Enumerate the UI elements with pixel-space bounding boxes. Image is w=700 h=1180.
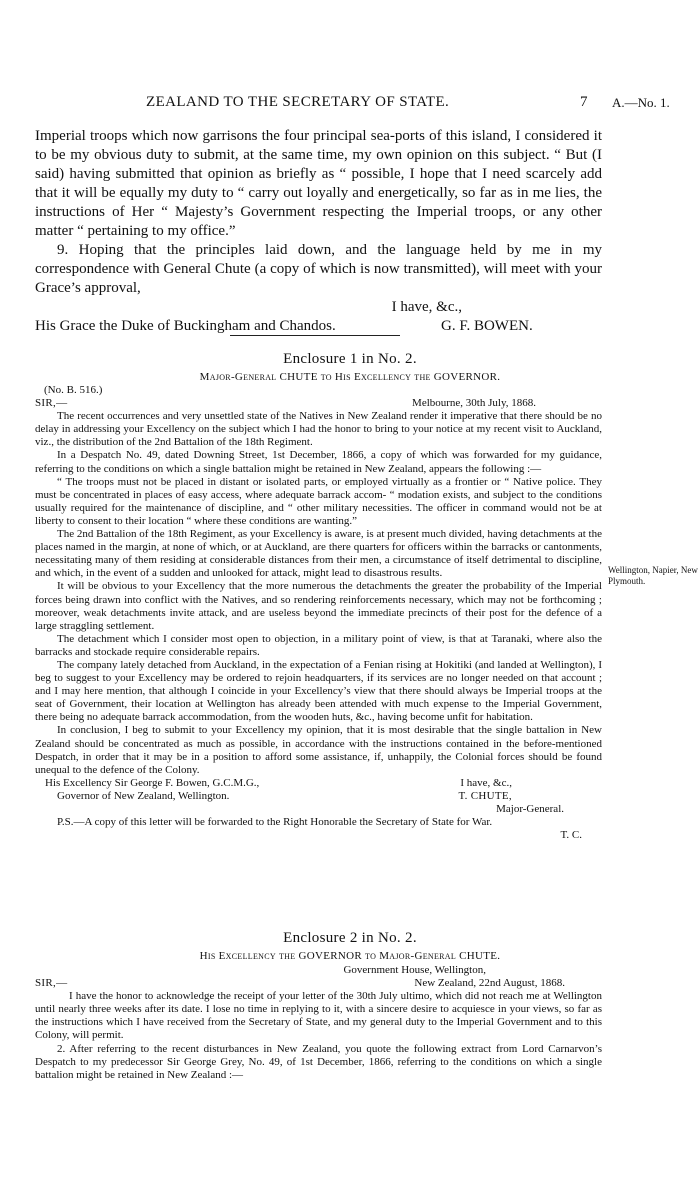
- enclosure1-subheading: Major-General CHUTE to His Excellency the GOVERNOR.: [199, 371, 501, 383]
- enclosure2-heading: Enclosure 2 in No. 2.: [283, 930, 417, 946]
- enclosure1-paragraph: The company lately detached from Auckland, in the expectation of a Fenian rising at Hokitiki (and landed at Wellington), I beg to suggest to your Excellency may be ordered to rejoin headquarters, if its services are no longer needed on that account ; and I may here mention, that although I coincide in your Excellency’s view that there should always be Imperial troops at the seat of Government, their location at Wellington has already been attended with much expense to the Imperial Government, there being no adequate barrack accommodation, from the wooden huts, &c., having become unfit for habitation.: [35, 658, 602, 724]
- enclosure1-signature: T. CHUTE,: [458, 789, 512, 802]
- enclosure1-paragraph: The recent occurrences and very unsettled state of the Natives in New Zealand render it imperative that there should be no delay in addressing your Excellency on the subject which I had the honor to bring to your notice at my recent visit to Auckland, viz., the distribution of the 2nd Battalion of the 18th Regiment.: [35, 410, 602, 449]
- enclosure1-signature-title: Major-General.: [496, 803, 564, 815]
- enclosure1-salutation-row: [35, 397, 602, 410]
- enclosure1-paragraph: In a Despatch No. 49, dated Downing Street, 1st December, 1866, a copy of which was forwarded for my guidance, referring to the conditions on which a single battalion might be retained in New Zealand, appears the following :—: [35, 449, 602, 475]
- enclosure2-subheading: His Excellency the GOVERNOR to Major-General CHUTE.: [199, 950, 501, 962]
- page-header: [0, 94, 700, 116]
- enclosure1-paragraph: In conclusion, I beg to submit to your Excellency my opinion, that it is most desirable that the single battalion in New Zealand should be concentrated as much as possible, in accordance with the instructions contained in the before-mentioned Despatch, in order that it may be in a position to afford some assistance, if, unhappily, the Colonial forces should be found unequal to the defence of the Colony.: [35, 724, 602, 776]
- margin-note: Wellington, Napier, New Plymouth.: [608, 565, 698, 586]
- enclosure1-body: [35, 384, 602, 842]
- enclosure1-postscript-initials: T. C.: [560, 829, 582, 842]
- section-divider: [230, 335, 400, 336]
- enclosure1-paragraph: The detachment which I consider most open to objection, in a military point of view, is that at Taranaki, where also the barracks and stockade require considerable repairs.: [35, 632, 602, 658]
- enclosure1-dateline: Melbourne, 30th July, 1868.: [412, 397, 536, 410]
- enclosure1-quote: “ The troops must not be placed in distant or isolated parts, or employed virtually as a frontier or “ Native police. They must be concentrated in places of easy access, where adequate barrack accom- “ modation exists, and subject to the conditions usually required for the maintenance of discipline, and “ other military necessities. The officer in command would not be at liberty to consent to their location “ where these conditions are wanting.”: [35, 475, 602, 527]
- running-title: ZEALAND TO THE SECRETARY OF STATE.: [146, 94, 450, 110]
- enclosure1-paragraph: It will be obvious to your Excellency that the more numerous the detachments the greater the probability of the Imperial forces being drawn into conflict with the Natives, and so rendering reinforcements necessary, which may not be forthcoming ; moreover, weak detachments invite attack, and are useless beyond the immediate precincts of their post for the defence of a large straggling settlement.: [35, 580, 602, 632]
- letter-addressee: His Grace the Duke of Buckingham and Chandos.: [35, 318, 336, 334]
- enclosure2-body: [35, 964, 602, 1082]
- enclosure1-closing: I have, &c.,: [460, 776, 512, 789]
- letter-address-line: [35, 317, 602, 336]
- enclosure2-salutation-row: [35, 977, 602, 990]
- enclosure2-salutation: SIR,—: [35, 977, 68, 990]
- enclosure1-addressee: His Excellency Sir George F. Bowen, G.C.M.G.,: [45, 776, 260, 789]
- document-reference: A.—No. 1.: [612, 95, 670, 110]
- page-number: 7: [580, 94, 588, 110]
- enclosure1-rank-row: [35, 803, 602, 816]
- letter-paragraph: 9. Hoping that the principles laid down, and the language held by me in my correspondence with General Chute (a copy of which is now transmitted), will meet with your Grace’s approval,: [35, 242, 602, 296]
- enclosure1-salutation: SIR,—: [35, 397, 68, 410]
- letter-closing: I have, &c.,: [391, 299, 462, 315]
- enclosure2-location: Government House, Wellington,: [343, 964, 486, 976]
- enclosure1-heading: Enclosure 1 in No. 2.: [283, 351, 417, 367]
- enclosure1-addressee-line2: Governor of New Zealand, Wellington.: [57, 789, 230, 802]
- letter-tail: [35, 127, 602, 336]
- enclosure1-ref: (No. B. 516.): [44, 384, 103, 396]
- letter-paragraph: Imperial troops which now garrisons the four principal sea-ports of this island, I considered it to be my obvious duty to submit, at the same time, my own opinion on this subject. “ But (I said) having submitted that opinion as briefly as “ possible, I hope that I need scarcely add that it will be equally my duty to “ carry out loyally and energetically, so far as in me lies, the instructions of Her “ Majesty’s Government respecting the Imperial troops, or any other matter “ pertaining to my office.”: [35, 128, 602, 239]
- enclosure1-closing-row: [35, 777, 602, 790]
- enclosure2-dateline: New Zealand, 22nd August, 1868.: [414, 977, 565, 990]
- enclosure2-paragraph: I have the honor to acknowledge the receipt of your letter of the 30th July ultimo, which did not reach me at Wellington until nearly three weeks after its date. I lose no time in replying to it, with a sincere desire to acquiesce in your views, so far as the instructions which I have received from the Secretary of State, and my general duty to the Imperial Government and to this Colony, will permit.: [35, 990, 602, 1042]
- enclosure1-paragraph: The 2nd Battalion of the 18th Regiment, as your Excellency is aware, is at present much divided, having detachments at the places named in the margin, at none of which, or at Auckland, are there quarters for officers within the barracks or cantonments, necessitating many of them residing at considerable distances from their men, a circumstance of itself detrimental to discipline, and which, in the event of a sudden and unlooked for attack, might lead to disastrous results.: [35, 528, 602, 580]
- enclosure1-signature-row: [35, 790, 602, 803]
- enclosure1-postscript: P.S.—A copy of this letter will be forwarded to the Right Honorable the Secretary of State for War.: [57, 816, 493, 829]
- enclosure2-location-row: [35, 964, 602, 977]
- letter-signature: G. F. BOWEN.: [441, 318, 533, 334]
- enclosure2-paragraph: 2. After referring to the recent disturbances in New Zealand, you quote the following extract from Lord Carnarvon’s Despatch to my predecessor Sir George Grey, No. 49, of 1st December, 1866, referring to the conditions on which a single battalion might be retained in New Zealand :—: [35, 1042, 602, 1081]
